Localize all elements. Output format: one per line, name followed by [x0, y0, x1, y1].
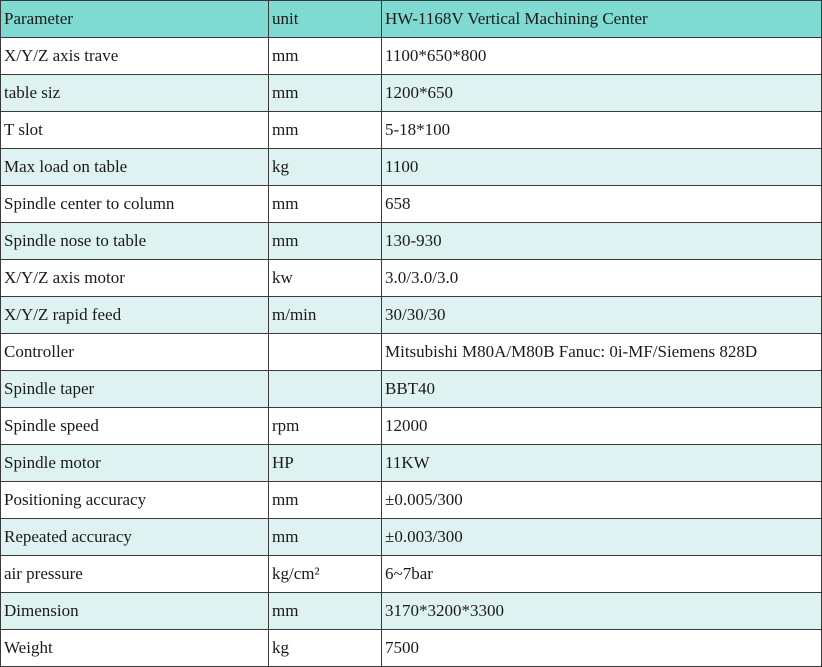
cell-value: 7500: [382, 630, 822, 667]
cell-parameter: X/Y/Z axis motor: [1, 260, 269, 297]
table-row: [1, 371, 822, 408]
cell-value: Mitsubishi M80A/M80B Fanuc: 0i-MF/Siemens 828D: [382, 334, 822, 371]
cell-unit: mm: [269, 112, 382, 149]
cell-unit: mm: [269, 223, 382, 260]
cell-value: 1100*650*800: [382, 38, 822, 75]
table-row: [1, 334, 822, 371]
cell-parameter: T slot: [1, 112, 269, 149]
table-row: [1, 556, 822, 593]
cell-unit: m/min: [269, 297, 382, 334]
cell-parameter: Spindle motor: [1, 445, 269, 482]
cell-unit: HP: [269, 445, 382, 482]
table-row: [1, 75, 822, 112]
table-row: [1, 112, 822, 149]
cell-parameter: Positioning accuracy: [1, 482, 269, 519]
table-row: [1, 260, 822, 297]
cell-unit: mm: [269, 75, 382, 112]
cell-unit: [269, 334, 382, 371]
table-row: [1, 38, 822, 75]
cell-parameter: Spindle center to column: [1, 186, 269, 223]
cell-unit: kg: [269, 630, 382, 667]
table-row: [1, 223, 822, 260]
table-row: [1, 408, 822, 445]
cell-parameter: air pressure: [1, 556, 269, 593]
cell-parameter: X/Y/Z rapid feed: [1, 297, 269, 334]
header-parameter: Parameter: [1, 1, 269, 38]
cell-parameter: Spindle taper: [1, 371, 269, 408]
cell-value: 1200*650: [382, 75, 822, 112]
cell-parameter: Dimension: [1, 593, 269, 630]
header-unit: unit: [269, 1, 382, 38]
cell-unit: mm: [269, 593, 382, 630]
cell-unit: [269, 371, 382, 408]
cell-unit: rpm: [269, 408, 382, 445]
table-row: [1, 445, 822, 482]
cell-parameter: Weight: [1, 630, 269, 667]
table-row: [1, 297, 822, 334]
cell-value: 30/30/30: [382, 297, 822, 334]
cell-parameter: Spindle speed: [1, 408, 269, 445]
cell-unit: mm: [269, 519, 382, 556]
cell-value: 6~7bar: [382, 556, 822, 593]
cell-parameter: Spindle nose to table: [1, 223, 269, 260]
table-row: [1, 186, 822, 223]
table-row: [1, 593, 822, 630]
cell-parameter: table siz: [1, 75, 269, 112]
cell-value: 130-930: [382, 223, 822, 260]
cell-parameter: Repeated accuracy: [1, 519, 269, 556]
cell-unit: mm: [269, 482, 382, 519]
cell-value: ±0.003/300: [382, 519, 822, 556]
table-row: [1, 482, 822, 519]
cell-value: 11KW: [382, 445, 822, 482]
table-header-row: [1, 1, 822, 38]
cell-unit: mm: [269, 38, 382, 75]
cell-parameter: Controller: [1, 334, 269, 371]
cell-value: 12000: [382, 408, 822, 445]
cell-value: 658: [382, 186, 822, 223]
cell-unit: kg/cm²: [269, 556, 382, 593]
table-row: [1, 630, 822, 667]
table-row: [1, 519, 822, 556]
cell-value: 3170*3200*3300: [382, 593, 822, 630]
cell-unit: mm: [269, 186, 382, 223]
cell-value: BBT40: [382, 371, 822, 408]
cell-value: 1100: [382, 149, 822, 186]
cell-value: 5-18*100: [382, 112, 822, 149]
cell-parameter: X/Y/Z axis trave: [1, 38, 269, 75]
cell-value: ±0.005/300: [382, 482, 822, 519]
cell-parameter: Max load on table: [1, 149, 269, 186]
table-row: [1, 149, 822, 186]
cell-value: 3.0/3.0/3.0: [382, 260, 822, 297]
cell-unit: kg: [269, 149, 382, 186]
cell-unit: kw: [269, 260, 382, 297]
header-model: HW-1168V Vertical Machining Center: [382, 1, 822, 38]
